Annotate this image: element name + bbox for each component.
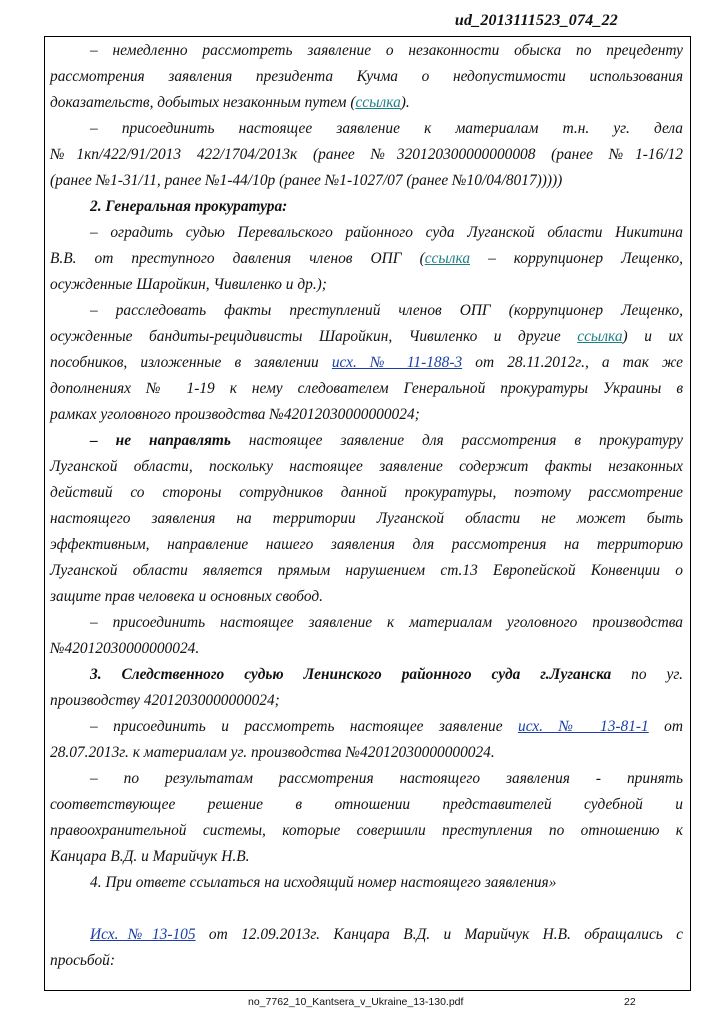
top-rule bbox=[44, 36, 691, 37]
text-line: дополнениях № 1-19 к нему следователем Генеральной прокуратуры Украины в bbox=[50, 380, 683, 397]
document-id: ud_2013111523_074_22 bbox=[454, 12, 618, 29]
reference-link[interactable]: ссылка bbox=[355, 94, 401, 111]
text-line: (ранее №1-31/11, ранее №1-44/10р (ранее №1-1027/07 (ранее №10/04/8017))))) bbox=[50, 172, 563, 189]
text-line: Луганской области, поскольку настоящее заявление содержит факты незаконных bbox=[50, 458, 683, 475]
text-line: – оградить судью Перевальского районного суда Луганской области Никитина bbox=[90, 224, 683, 241]
text-line: – присоединить настоящее заявление к материалам уголовного производства bbox=[90, 614, 683, 631]
text-line: соответствующее решение в отношении представителей судебной и bbox=[50, 796, 683, 813]
text-line: правоохранительной системы, которые совершили преступления по отношению к bbox=[50, 822, 683, 839]
text-line: доказательств, добытых незаконным путем (ссылка). bbox=[50, 94, 410, 111]
reference-link[interactable]: исх. № 13-81-1 bbox=[518, 718, 649, 735]
text-line: защите прав человека и основных свобод. bbox=[50, 588, 323, 605]
text-line: просьбой: bbox=[50, 952, 115, 969]
text-line: – по результатам рассмотрения настоящего заявления - принять bbox=[90, 770, 683, 787]
text-line: действий со стороны сотрудников данной прокуратуры, поэтому рассмотрение bbox=[50, 484, 683, 501]
text-line: №42012030000000024. bbox=[50, 640, 200, 657]
page-number: 22 bbox=[624, 996, 636, 1008]
text-line: настоящего заявления на территории Луганской области не может быть bbox=[50, 510, 683, 527]
right-rule bbox=[690, 36, 691, 990]
text-line: рассмотрения заявления президента Кучма о недопустимости использования bbox=[50, 68, 683, 85]
reference-link[interactable]: исх. № 11-188-3 bbox=[331, 354, 463, 371]
text-line: – немедленно рассмотреть заявление о незаконности обыска по прецеденту bbox=[90, 42, 683, 59]
text-line: эффективным, направление нашего заявления для рассмотрения на территорию bbox=[50, 536, 683, 553]
text-line: 4. При ответе ссылаться на исходящий номер настоящего заявления» bbox=[90, 874, 557, 891]
text-line: производству 42012030000000024; bbox=[50, 692, 280, 709]
text-line: В.В. от преступного давления членов ОПГ (ссылка – коррупционер Лещенко, bbox=[50, 250, 684, 267]
spacer bbox=[50, 896, 683, 922]
document-body bbox=[50, 38, 683, 974]
text-line: Исх.№13-105 от 12.09.2013г. Канцара В.Д. и Марийчук Н.В. обращались с bbox=[90, 926, 683, 943]
text-line: – расследовать факты преступлений членов ОПГ (коррупционер Лещенко, bbox=[90, 302, 683, 319]
text-line: – не направлять настоящее заявление для рассмотрения в прокуратуру bbox=[90, 432, 683, 449]
text-line: – присоединить и рассмотреть настоящее заявление исх. № 13-81-1 от bbox=[90, 718, 683, 735]
text-line: Канцара В.Д. и Марийчук Н.В. bbox=[50, 848, 250, 865]
text-line: 28.07.2013г. к материалам уг. производства №42012030000000024. bbox=[50, 744, 495, 761]
section-heading: 3. Следственного судью Ленинского районного суда г.Луганска по уг. bbox=[90, 666, 683, 683]
reference-link[interactable]: ссылка bbox=[577, 328, 623, 345]
text-line: рамках уголовного производства №42012030000000024; bbox=[50, 406, 420, 423]
text-line: пособников, изложенные в заявлении исх. № 11-188-3 от 28.11.2012г., а так же bbox=[50, 354, 683, 371]
reference-link[interactable]: Исх.№13-105 bbox=[90, 926, 196, 943]
bottom-rule bbox=[44, 990, 691, 991]
text-line: №1кп/422/91/2013 422/1704/2013к (ранее №320120300000000008 (ранее №1-16/12 bbox=[50, 146, 683, 163]
text-line: – присоединить настоящее заявление к материалам т.н. уг. дела bbox=[90, 120, 683, 137]
text-line: осужденные Шаройкин, Чивиленко и др.); bbox=[50, 276, 327, 293]
left-rule bbox=[44, 36, 45, 990]
footer-filename: no_7762_10_Kantsera_v_Ukraine_13-130.pdf bbox=[248, 996, 464, 1008]
section-heading: 2. Генеральная прокуратура: bbox=[90, 198, 288, 215]
reference-link[interactable]: ссылка bbox=[424, 250, 471, 267]
text-line: осужденные бандиты-рецидивисты Шаройкин, Чивиленко и другие ссылка) и их bbox=[50, 328, 683, 345]
text-line: Луганской области является прямым нарушением ст.13 Европейской Конвенции о bbox=[50, 562, 683, 579]
